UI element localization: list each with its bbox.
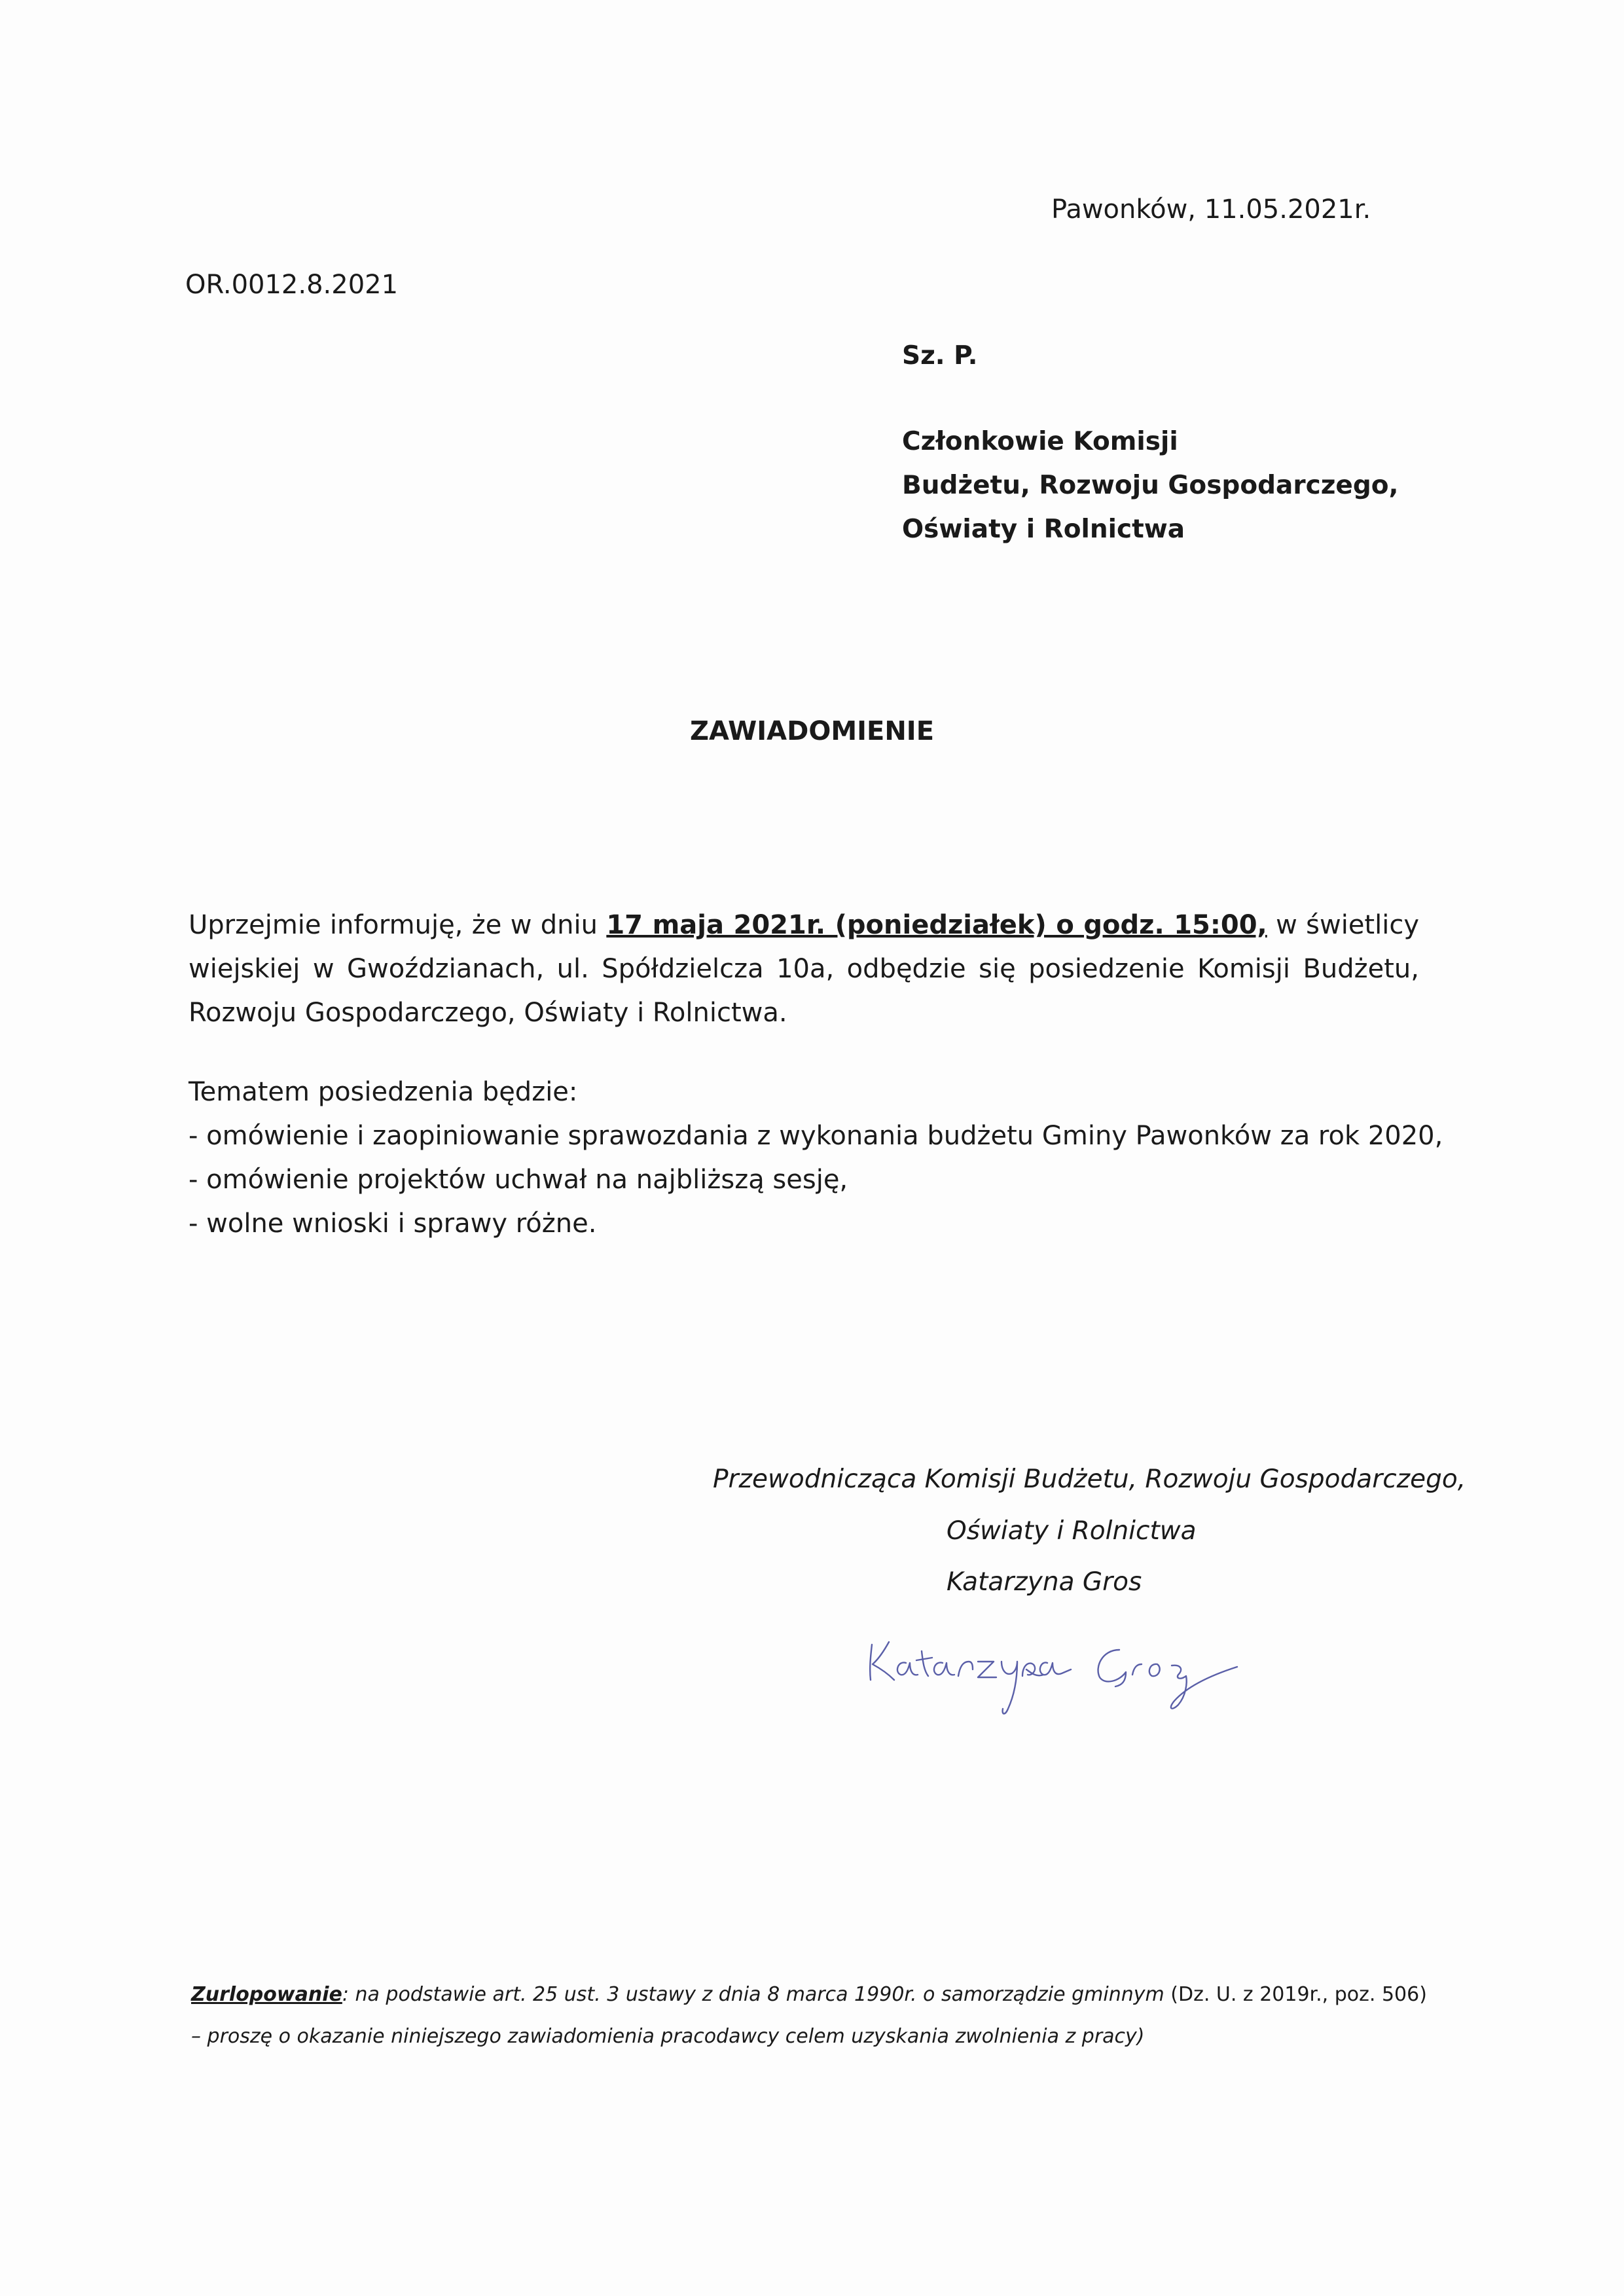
signatory-title-line-1: Przewodnicząca Komisji Budżetu, Rozwoju Gospodarczego, (713, 1465, 1466, 1494)
reference-number: OR.0012.8.2021 (185, 270, 399, 300)
recipient-salutation: Sz. P. (902, 341, 978, 371)
meeting-date-time: 17 maja 2021r. (poniedziałek) o godz. 15:00, (606, 910, 1267, 940)
agenda-heading: Tematem posiedzenia będzie: (189, 1077, 578, 1107)
agenda-item: - omówienie projektów uchwał na najbliższą sesję, (189, 1165, 848, 1195)
footer-line-1 (191, 1974, 1435, 2016)
agenda-item: - omówienie i zaopiniowanie sprawozdania z wykonania budżetu Gminy Pawonków za rok 2020, (189, 1121, 1443, 1151)
handwritten-signature (851, 1617, 1244, 1728)
place-date: Pawonków, 11.05.2021r. (1051, 194, 1371, 225)
footer-label: Zurlopowanie (191, 1983, 342, 2006)
signatory-title-line-2: Oświaty i Rolnictwa (947, 1516, 1197, 1546)
recipient-line-3: Oświaty i Rolnictwa (902, 515, 1185, 544)
footer-legal-basis: : na podstawie art. 25 ust. 3 ustawy z dnia 8 marca 1990r. o samorządzie gminnym (342, 1983, 1171, 2006)
recipient-line-2: Budżetu, Rozwoju Gospodarczego, (902, 471, 1399, 500)
document-title: ZAWIADOMIENIE (689, 716, 935, 746)
recipient-block (902, 334, 1398, 551)
body-rest: w świetlicy wiejskiej w Gwoździanach, ul. Spółdzielcza 10a, odbędzie się posiedzenie Komisji Budżetu, Rozwoju Gospodarczego, Oświaty i Rolnictwa. (189, 910, 1420, 1028)
footer-citation: (Dz. U. z 2019r., poz. 506) (1170, 1983, 1427, 2006)
recipient-line-1: Członkowie Komisji (902, 427, 1178, 456)
footer-line-2: – proszę o okazanie niniejszego zawiadomienia pracodawcy celem uzyskania zwolnienia z pracy) (191, 2025, 1145, 2048)
agenda-item: - wolne wnioski i sprawy różne. (189, 1209, 597, 1239)
signatory-name: Katarzyna Gros (947, 1567, 1142, 1597)
body-intro: Uprzejmie informuję, że w dniu (189, 910, 607, 940)
agenda-block (189, 1070, 1443, 1246)
footer-note (191, 1974, 1435, 2058)
body-paragraph (189, 903, 1419, 1035)
